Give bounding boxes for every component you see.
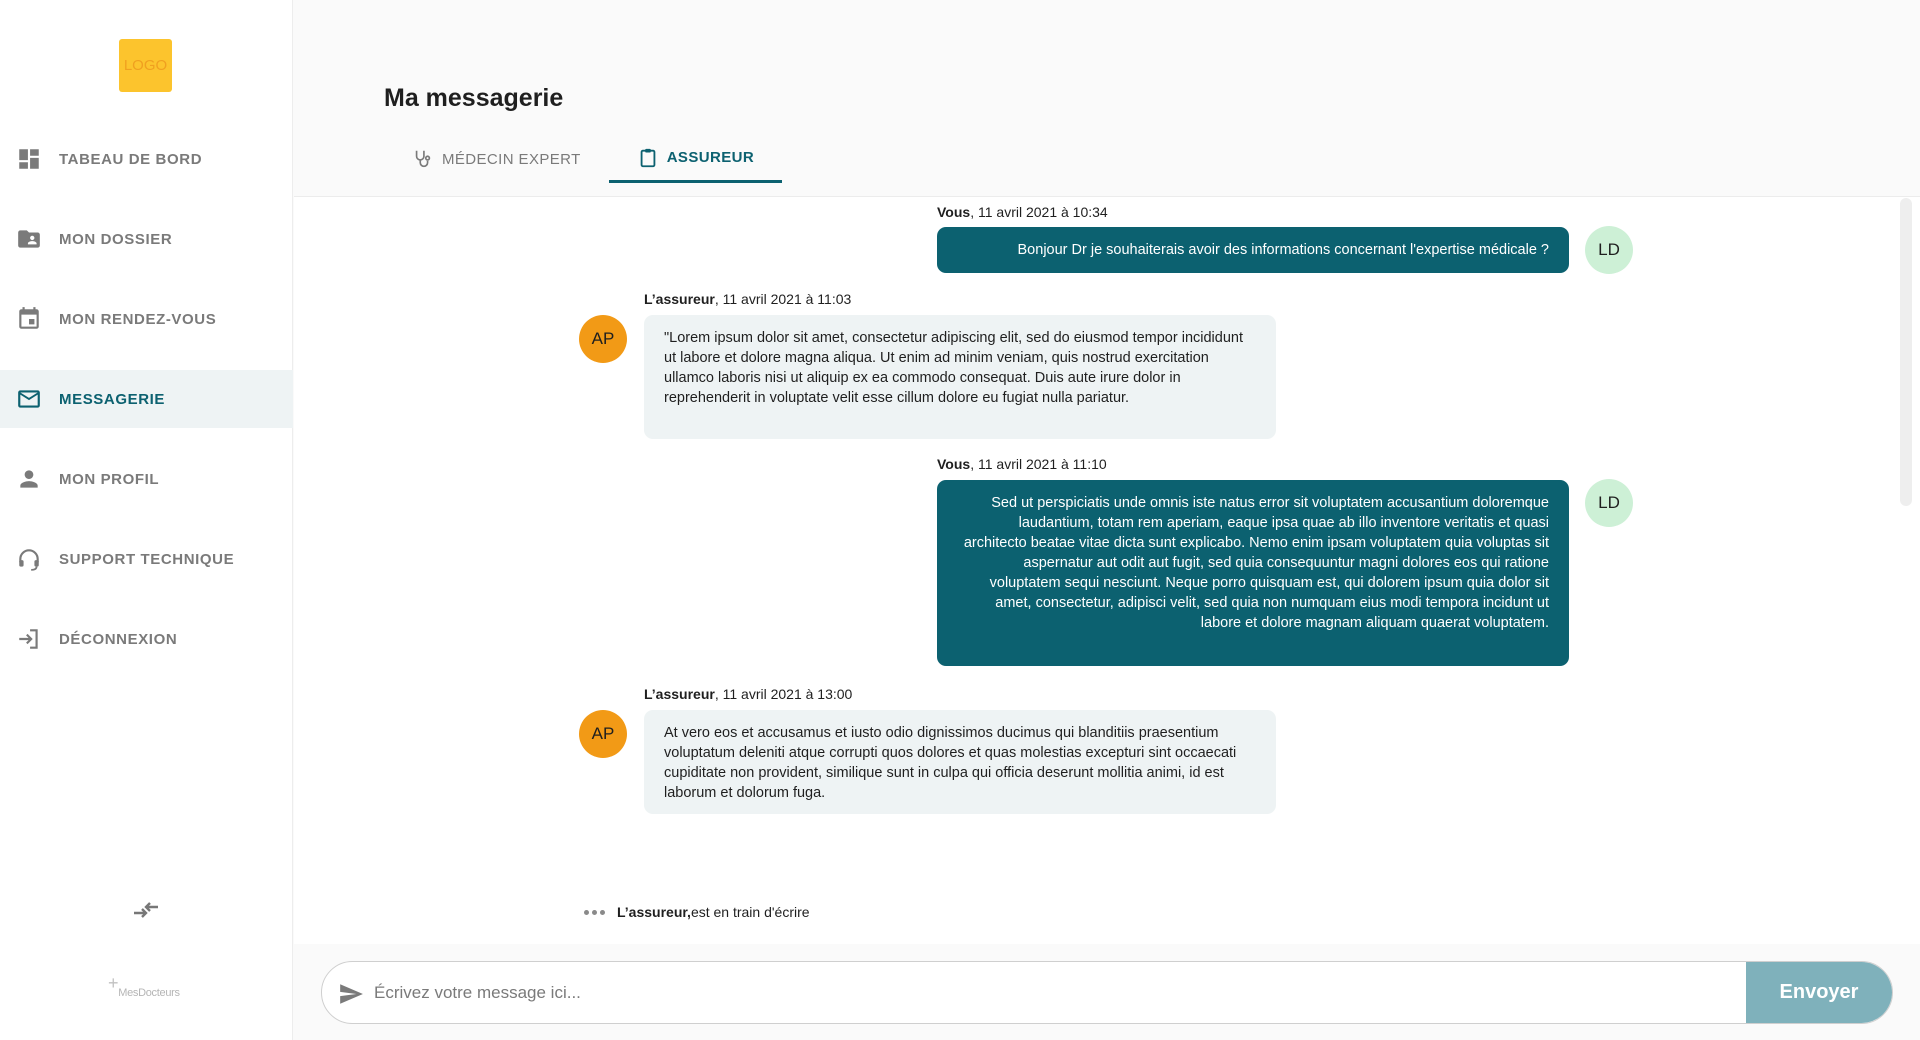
typing-author: L’assureur, <box>617 904 691 920</box>
page-title: Ma messagerie <box>384 84 564 112</box>
typing-text: est en train d'écrire <box>690 904 810 920</box>
avatar: AP <box>579 710 627 758</box>
message-composer <box>321 961 1893 1024</box>
sidebar-item-mon-profil[interactable] <box>0 450 293 508</box>
logout-icon <box>15 625 43 653</box>
tab-label: MÉDECIN EXPERT <box>442 150 581 168</box>
message-text: Bonjour Dr je souhaiterais avoir des informations concernant l'expertise médicale ? <box>1017 242 1549 258</box>
tab-label: ASSUREUR <box>666 149 755 166</box>
message-author: L’assureur <box>644 291 715 307</box>
dashboard-icon <box>15 145 43 173</box>
sidebar-item-deconnexion[interactable] <box>0 610 293 668</box>
calendar-icon <box>15 305 43 333</box>
message-date: , 11 avril 2021 à 10:34 <box>970 204 1108 220</box>
message-input[interactable] <box>374 962 1724 1023</box>
avatar: LD <box>1585 226 1633 274</box>
message-text: At vero eos et accusamus et iusto odio dignissimos ducimus qui blanditiis praesentium voluptatum deleniti atque corrupti quos dolores et quas molestias excepturi sint occaecati cupiditate non provident, similique sunt in culpa qui officia deserunt mollitia animi, id est laborum et dolorum fuga. <box>664 725 1237 801</box>
avatar: LD <box>1585 479 1633 527</box>
sidebar <box>0 0 293 1040</box>
sidebar-item-label: TABEAU DE BORD <box>59 150 203 168</box>
logo[interactable]: LOGO <box>119 39 172 92</box>
sidebar-item-label: DÉCONNEXION <box>59 630 178 648</box>
message-meta <box>644 291 851 307</box>
message-meta <box>937 456 1107 472</box>
sidebar-item-tableau-de-bord[interactable] <box>0 130 293 188</box>
mail-icon <box>15 385 43 413</box>
send-button[interactable]: Envoyer <box>1746 962 1892 1023</box>
tabs <box>384 135 782 183</box>
message-bubble <box>937 227 1569 273</box>
message-meta <box>644 686 852 702</box>
typing-indicator <box>584 904 810 920</box>
sidebar-item-label: MON PROFIL <box>59 470 160 488</box>
chat-scrollbar[interactable] <box>1900 198 1912 506</box>
sidebar-item-support-technique[interactable] <box>0 530 293 588</box>
chat-thread[interactable] <box>294 196 1920 944</box>
sidebar-item-label: MESSAGERIE <box>59 390 166 408</box>
message-text: Sed ut perspiciatis unde omnis iste natus error sit voluptatem accusantium doloremque laudantium, totam rem aperiam, eaque ipsa quae ab illo inventore veritatis et quasi architecto beatae vitae dicta sunt explicabo. Nemo enim ipsam voluptatem quia voluptas sit aspernatur aut odit aut fugit, sed quia consequuntur magni dolores eos qui ratione voluptatem sequi nesciunt. Neque porro quisquam est, qui dolorem ipsum quia dolor sit amet, consectetur, adipisci velit, sed quia non numquam eius modi tempora incidunt ut labore et dolore magnam aliquam quaerat voluptatem. <box>963 495 1549 631</box>
stethoscope-icon <box>412 148 434 170</box>
message-author: Vous <box>937 456 971 472</box>
headset-icon <box>15 545 43 573</box>
tab-medecin-expert[interactable] <box>384 135 609 183</box>
brand-logo: +MesDocteurs <box>108 973 180 999</box>
sidebar-item-label: MON DOSSIER <box>59 230 173 248</box>
sidebar-nav <box>0 130 293 690</box>
message-bubble <box>644 315 1276 439</box>
sidebar-item-label: MON RENDEZ-VOUS <box>59 310 217 328</box>
message-author: L’assureur <box>644 686 715 702</box>
tab-assureur[interactable] <box>609 135 782 183</box>
message-bubble <box>644 710 1276 814</box>
clipboard-icon <box>637 147 659 169</box>
message-author: Vous <box>937 204 971 220</box>
message-text: "Lorem ipsum dolor sit amet, consectetur adipiscing elit, sed do eiusmod tempor incididunt ut labore et dolore magna aliqua. Ut enim ad minim veniam, quis nostrud exercitation ullamco laboris nisi ut aliquip ex ea commodo consequat. Duis aute irure dolor in reprehenderit in voluptate velit esse cillum dolore eu fugiat nulla pariatur. <box>664 330 1243 406</box>
sidebar-item-messagerie[interactable] <box>0 370 293 428</box>
avatar: AP <box>579 315 627 363</box>
message-date: , 11 avril 2021 à 11:10 <box>970 456 1107 472</box>
send-arrow-icon <box>338 981 364 1007</box>
person-icon <box>15 465 43 493</box>
main-content <box>294 0 1920 1040</box>
sidebar-item-mon-dossier[interactable] <box>0 210 293 268</box>
message-date: , 11 avril 2021 à 13:00 <box>714 686 853 702</box>
message-date: , 11 avril 2021 à 11:03 <box>714 291 852 307</box>
message-bubble <box>937 480 1569 666</box>
message-meta <box>937 204 1108 220</box>
typing-dots-icon <box>584 910 605 915</box>
sidebar-item-mon-rendez-vous[interactable] <box>0 290 293 348</box>
folder-user-icon <box>15 225 43 253</box>
sidebar-item-label: SUPPORT TECHNIQUE <box>59 550 235 568</box>
collapse-arrows-icon[interactable] <box>130 898 162 922</box>
